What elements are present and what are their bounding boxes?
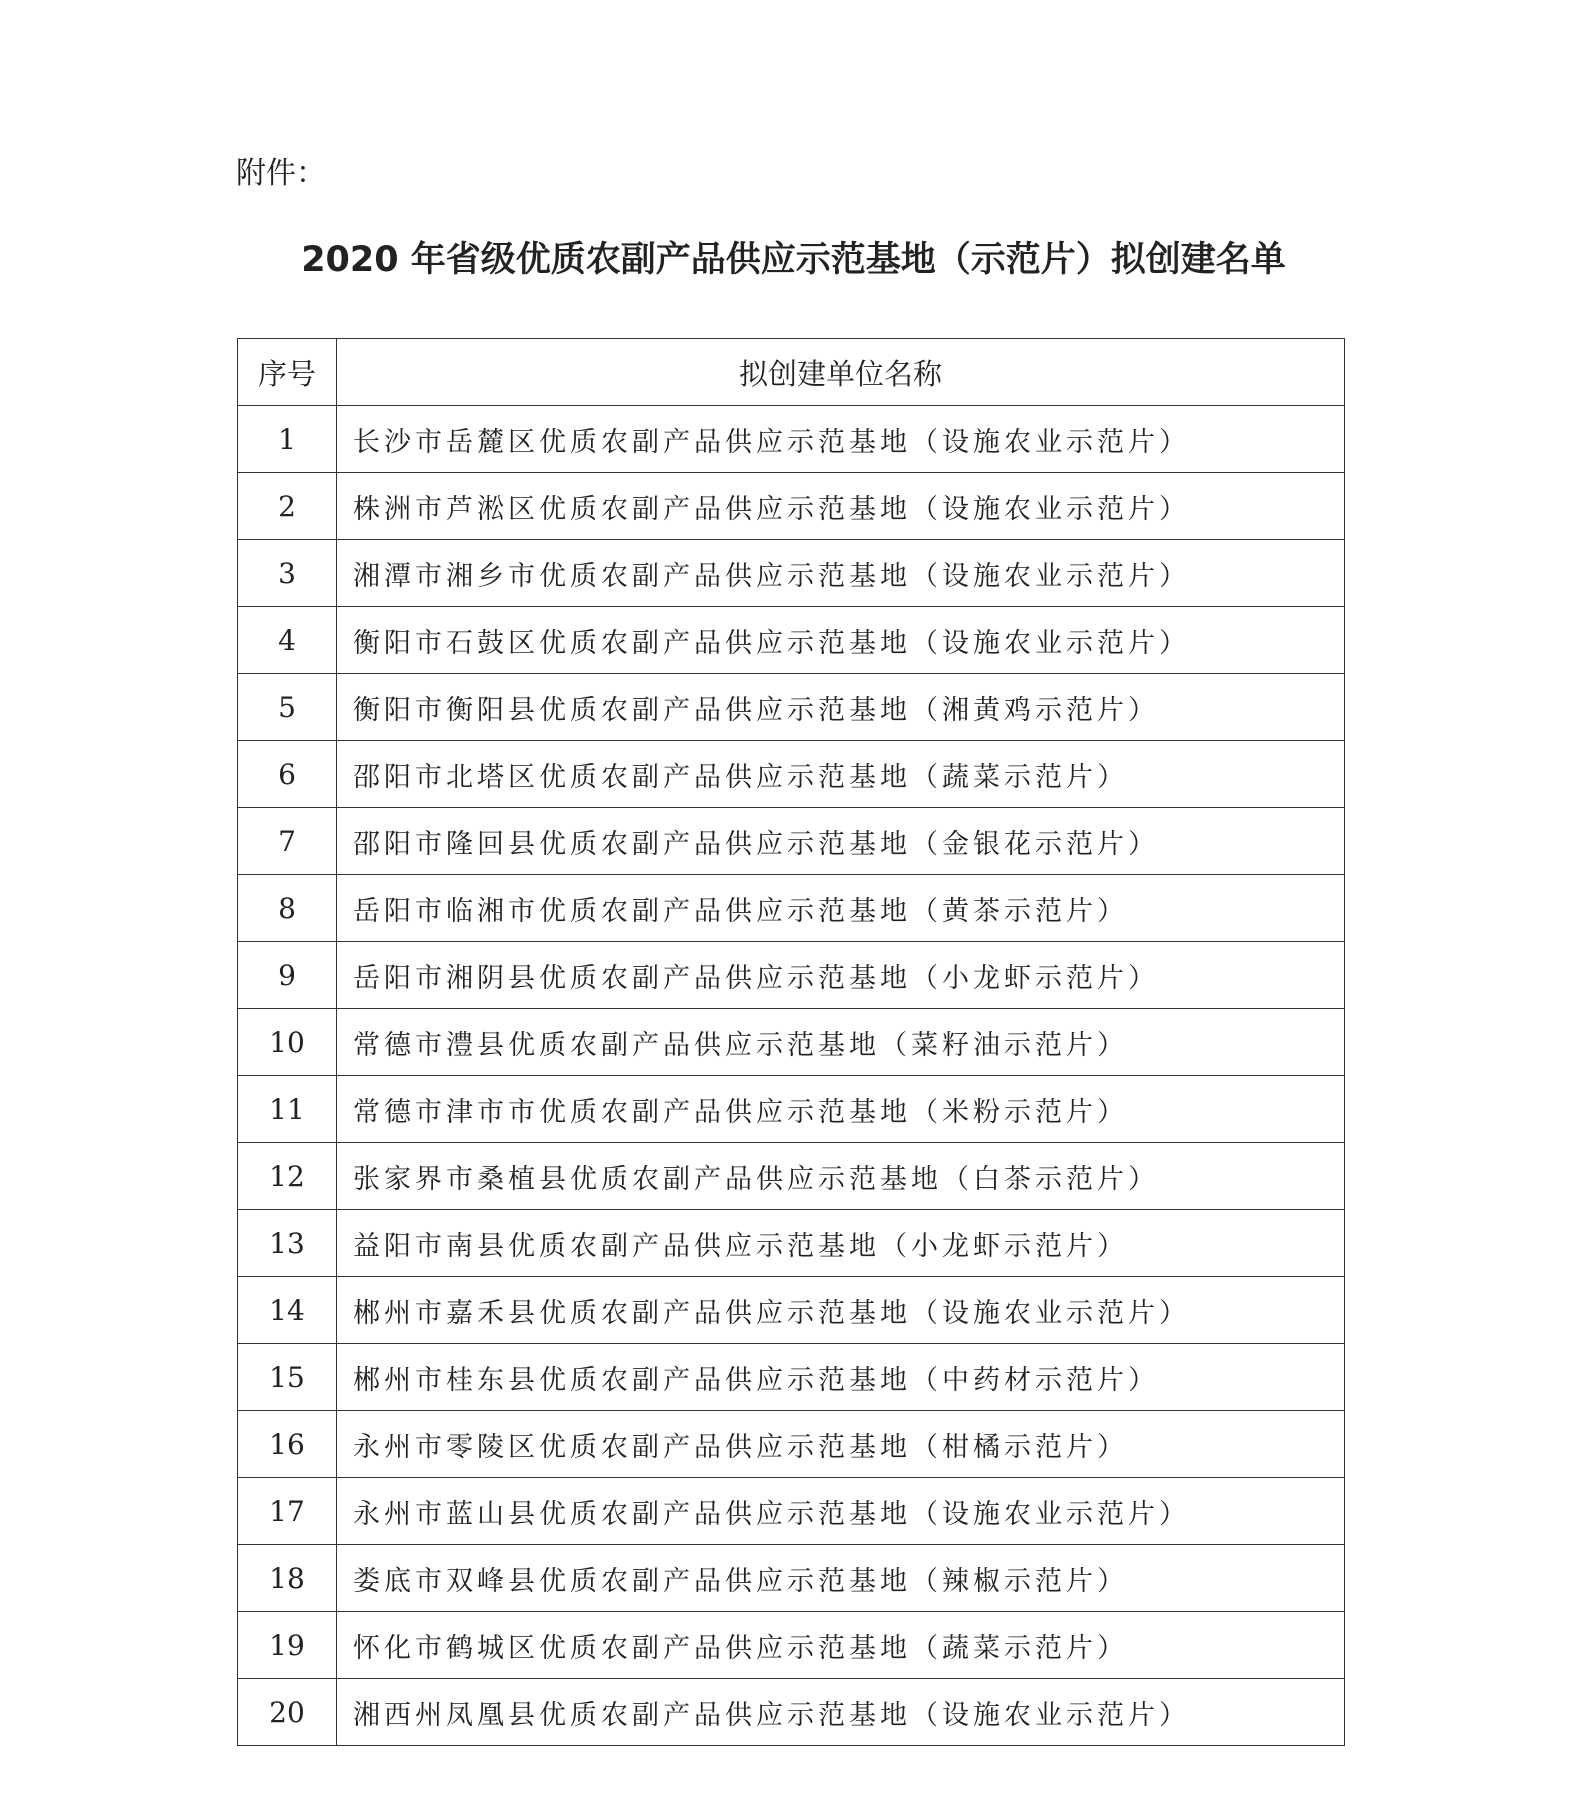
row-serial-number: 17 [238,1478,337,1545]
table-row [238,1210,1345,1277]
row-unit-name: 郴州市嘉禾县优质农副产品供应示范基地（设施农业示范片） [337,1277,1345,1344]
table-row [238,607,1345,674]
table-row [238,741,1345,808]
row-unit-name: 邵阳市隆回县优质农副产品供应示范基地（金银花示范片） [337,808,1345,875]
table-row [238,674,1345,741]
table-row [238,1344,1345,1411]
table-row [238,473,1345,540]
table-header-row [238,339,1345,406]
table-row [238,1478,1345,1545]
row-unit-name: 岳阳市湘阴县优质农副产品供应示范基地（小龙虾示范片） [337,942,1345,1009]
table-row [238,1009,1345,1076]
row-unit-name: 常德市澧县优质农副产品供应示范基地（菜籽油示范片） [337,1009,1345,1076]
table-row [238,1411,1345,1478]
row-unit-name: 永州市零陵区优质农副产品供应示范基地（柑橘示范片） [337,1411,1345,1478]
row-serial-number: 18 [238,1545,337,1612]
row-unit-name: 邵阳市北塔区优质农副产品供应示范基地（蔬菜示范片） [337,741,1345,808]
table-row [238,540,1345,607]
row-serial-number: 3 [238,540,337,607]
table-body [238,406,1345,1746]
row-serial-number: 2 [238,473,337,540]
table-row [238,875,1345,942]
table-row [238,1612,1345,1679]
attachment-label: 附件： [236,156,326,191]
list-table [237,338,1345,1746]
row-serial-number: 6 [238,741,337,808]
row-serial-number: 15 [238,1344,337,1411]
row-serial-number: 14 [238,1277,337,1344]
row-serial-number: 5 [238,674,337,741]
row-unit-name: 湘潭市湘乡市优质农副产品供应示范基地（设施农业示范片） [337,540,1345,607]
row-serial-number: 4 [238,607,337,674]
row-serial-number: 16 [238,1411,337,1478]
row-unit-name: 永州市蓝山县优质农副产品供应示范基地（设施农业示范片） [337,1478,1345,1545]
row-serial-number: 9 [238,942,337,1009]
row-unit-name: 张家界市桑植县优质农副产品供应示范基地（白茶示范片） [337,1143,1345,1210]
table-row [238,1143,1345,1210]
table-row [238,1277,1345,1344]
row-unit-name: 益阳市南县优质农副产品供应示范基地（小龙虾示范片） [337,1210,1345,1277]
row-unit-name: 衡阳市石鼓区优质农副产品供应示范基地（设施农业示范片） [337,607,1345,674]
document-title: 2020 年省级优质农副产品供应示范基地（示范片）拟创建名单 [301,240,1286,280]
row-serial-number: 10 [238,1009,337,1076]
table-row [238,942,1345,1009]
row-unit-name: 株洲市芦淞区优质农副产品供应示范基地（设施农业示范片） [337,473,1345,540]
row-unit-name: 娄底市双峰县优质农副产品供应示范基地（辣椒示范片） [337,1545,1345,1612]
row-serial-number: 20 [238,1679,337,1746]
row-unit-name: 湘西州凤凰县优质农副产品供应示范基地（设施农业示范片） [337,1679,1345,1746]
row-unit-name: 常德市津市市优质农副产品供应示范基地（米粉示范片） [337,1076,1345,1143]
row-serial-number: 1 [238,406,337,473]
table-row [238,406,1345,473]
row-unit-name: 岳阳市临湘市优质农副产品供应示范基地（黄茶示范片） [337,875,1345,942]
row-serial-number: 11 [238,1076,337,1143]
table-row [238,1545,1345,1612]
table-row [238,1076,1345,1143]
row-unit-name: 郴州市桂东县优质农副产品供应示范基地（中药材示范片） [337,1344,1345,1411]
row-serial-number: 8 [238,875,337,942]
table-row [238,1679,1345,1746]
row-serial-number: 7 [238,808,337,875]
row-unit-name: 衡阳市衡阳县优质农副产品供应示范基地（湘黄鸡示范片） [337,674,1345,741]
row-unit-name: 怀化市鹤城区优质农副产品供应示范基地（蔬菜示范片） [337,1612,1345,1679]
row-serial-number: 19 [238,1612,337,1679]
header-serial-number: 序号 [238,339,337,406]
row-unit-name: 长沙市岳麓区优质农副产品供应示范基地（设施农业示范片） [337,406,1345,473]
row-serial-number: 13 [238,1210,337,1277]
table-row [238,808,1345,875]
header-unit-name: 拟创建单位名称 [337,339,1345,406]
row-serial-number: 12 [238,1143,337,1210]
